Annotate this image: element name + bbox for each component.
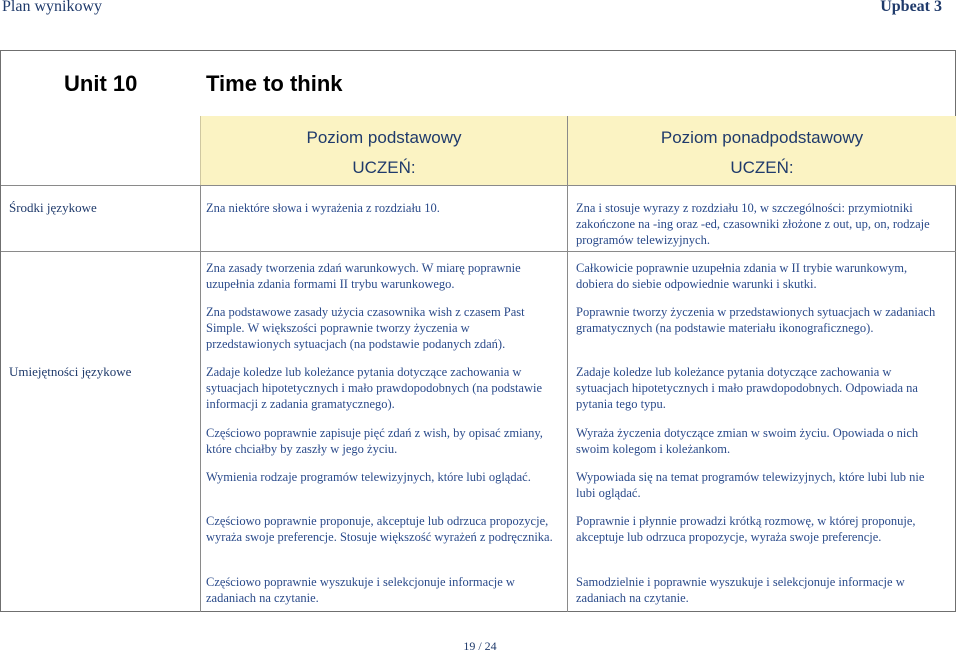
level-basic-header bbox=[201, 116, 567, 185]
advanced-item: Wyraża życzenia dotyczące zmian w swoim życiu. Opowiada o nich swoim kolegom i koleżankom. bbox=[576, 426, 919, 456]
advanced-item: Poprawnie tworzy życzenia w przedstawionych sytuacjach w zadaniach gramatycznych (na podstawie materiału ikonograficznego). bbox=[576, 305, 936, 335]
unit-header bbox=[1, 51, 955, 116]
advanced-item: Samodzielnie i poprawnie wyszukuje i selekcjonuje informacje w zadaniach na czytanie. bbox=[576, 575, 905, 605]
advanced-item: Zna i stosuje wyrazy z rozdziału 10, w szczególności: przymiotniki zakończone na -ing oraz -ed, czasowniki złożone z out, up, on, rodzaje programów telewizyjnych. bbox=[576, 201, 930, 247]
advanced-item: Całkowicie poprawnie uzupełnia zdania w II trybie warunkowym, dobiera do siebie odpowiednie warunki i skutki. bbox=[576, 261, 908, 291]
page-number: 19 / 24 bbox=[463, 639, 497, 653]
unit-title: Time to think bbox=[206, 71, 343, 96]
plan-table bbox=[0, 50, 956, 612]
advanced-item: Poprawnie i płynnie prowadzi krótką rozmowę, w której proponuje, akceptuje lub odrzuca propozycje, wyraża swoje preferencje. bbox=[576, 514, 916, 544]
advanced-item: Wypowiada się na temat programów telewizyjnych, które lubi lub nie lubi oglądać. bbox=[576, 470, 925, 500]
divider bbox=[567, 116, 568, 612]
level-basic-sub: UCZEŃ: bbox=[352, 158, 416, 177]
basic-item: Zadaje koledze lub koleżance pytania dotyczące zachowania w sytuacjach hipotetycznych i mało prawdopodobnych (na podstawie informacji z zadania gramatycznego). bbox=[206, 365, 543, 411]
level-advanced-sub: UCZEŃ: bbox=[730, 158, 794, 177]
basic-item: Częściowo poprawnie zapisuje pięć zdań z wish, by opisać zmiany, które chciałby by zaszły w jego życiu. bbox=[206, 426, 543, 456]
level-advanced-header bbox=[568, 116, 956, 185]
advanced-item: Zadaje koledze lub koleżance pytania dotyczące zachowania w sytuacjach hipotetycznych i mało prawdopodobnych. Odpowiada na pytania tego typu. bbox=[576, 365, 918, 411]
basic-item: Zna podstawowe zasady użycia czasownika wish z czasem Past Simple. W większości poprawnie tworzy życzenia w przedstawionych sytuacjach (na podstawie podanych zdań). bbox=[206, 305, 525, 351]
basic-item: Częściowo poprawnie proponuje, akceptuje lub odrzuca propozycje, wyraża swoje preferencje. Stosuje większość wyrażeń z podręcznika. bbox=[206, 514, 553, 544]
course-name: Upbeat 3 bbox=[880, 0, 942, 15]
level-basic-name: Poziom podstawowy bbox=[306, 128, 462, 147]
document-title: Plan wynikowy bbox=[2, 0, 102, 15]
basic-item: Zna niektóre słowa i wyrażenia z rozdziału 10. bbox=[206, 201, 440, 215]
basic-item: Częściowo poprawnie wyszukuje i selekcjonuje informacje w zadaniach na czytanie. bbox=[206, 575, 515, 605]
divider bbox=[200, 185, 201, 612]
basic-item: Wymienia rodzaje programów telewizyjnych, które lubi oglądać. bbox=[206, 470, 531, 484]
basic-item: Zna zasady tworzenia zdań warunkowych. W miarę poprawnie uzupełnia zdania formami II trybu warunkowego. bbox=[206, 261, 521, 291]
divider bbox=[1, 251, 956, 252]
row-label-umiejetnosci: Umiejętności językowe bbox=[9, 364, 132, 379]
divider bbox=[200, 116, 201, 185]
unit-label: Unit 10 bbox=[64, 71, 138, 96]
divider bbox=[1, 185, 956, 186]
row-label-srodki: Środki językowe bbox=[9, 200, 97, 215]
level-advanced-name: Poziom ponadpodstawowy bbox=[660, 128, 864, 147]
